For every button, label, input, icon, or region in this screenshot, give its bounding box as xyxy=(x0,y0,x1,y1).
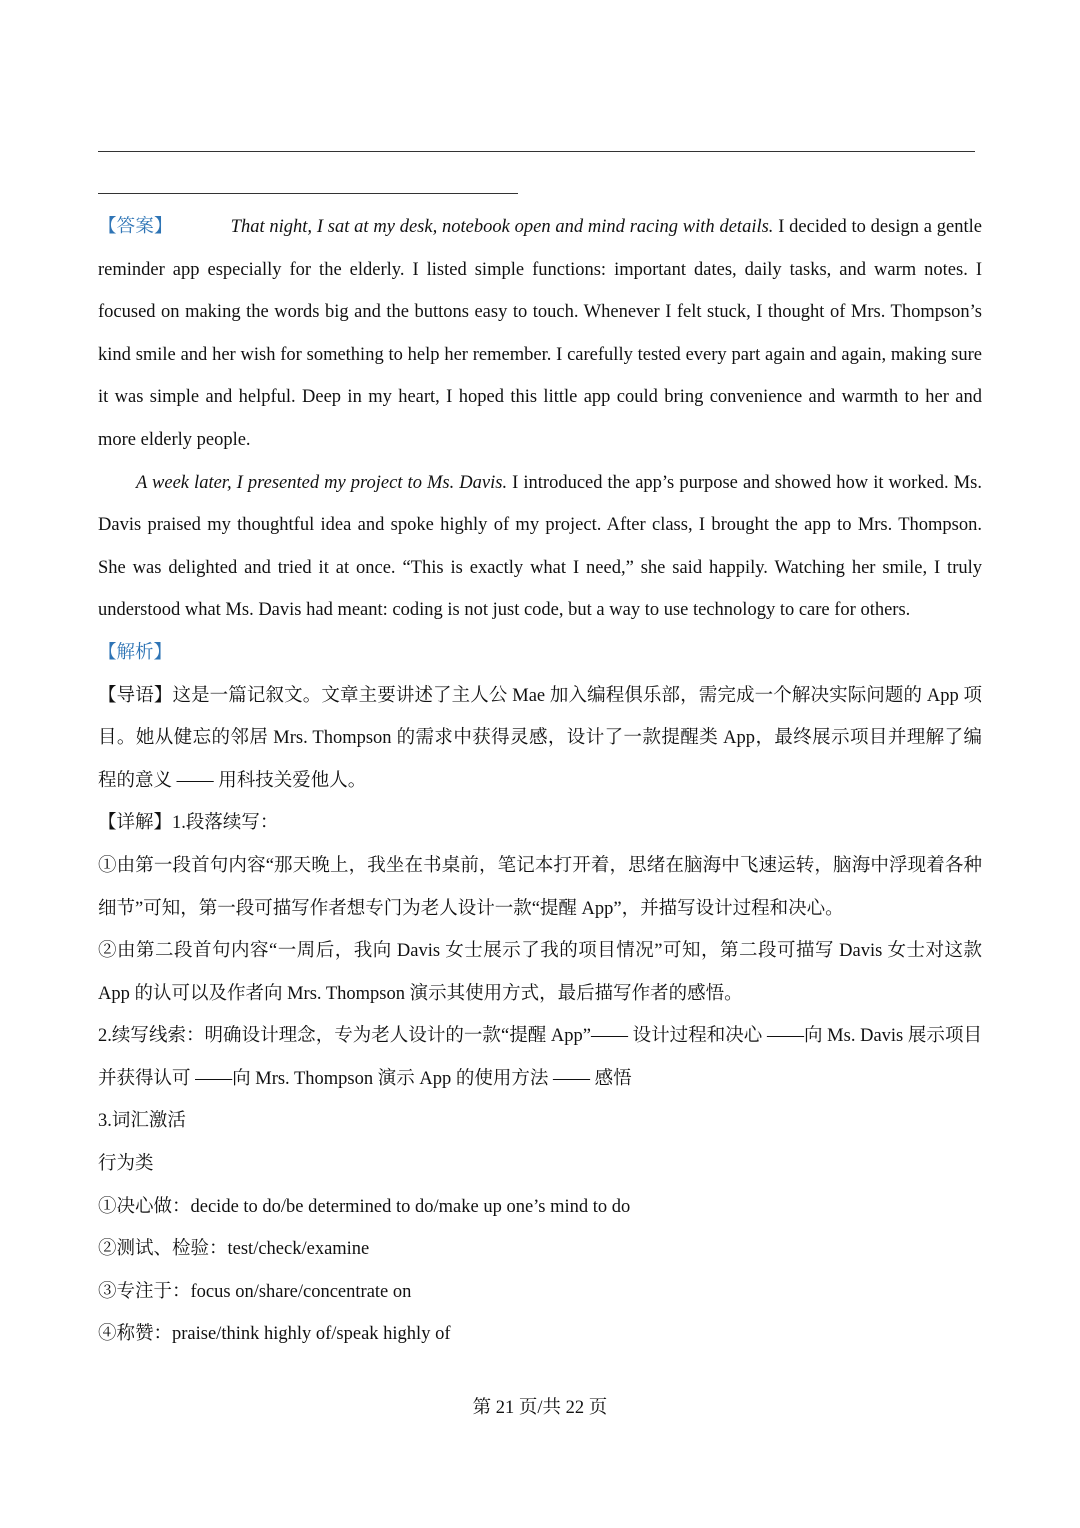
analysis-tag-line xyxy=(98,632,982,675)
answer-line-1 xyxy=(98,151,975,152)
answer-line-2 xyxy=(98,193,518,194)
answer-p2-body: I introduced the app’s purpose and showed how it worked. Ms. Davis praised my thoughtful idea and spoke highly of my project. After class, I brought the app to Mrs. Thompson. She was delighted and tried it at once. “This is exactly what I need,” she said happily. Watching her smile, I truly understood what Ms. Davis had meant: coding is not just code, but a way to use technology to care for others. xyxy=(98,472,982,621)
detail-point-1: ①由第一段首句内容“那天晚上，我坐在书桌前，笔记本打开着，思绪在脑海中飞速运转，脑海中浮现着各种细节”可知，第一段可描写作者想专门为老人设计一款“提醒 App”，并描写设计过程和决心。 xyxy=(98,855,982,919)
vocab-category: 行为类 xyxy=(98,1154,154,1175)
document-body xyxy=(98,206,982,1356)
answer-p1-body: I decided to design a gentle reminder app especially for the elderly. I listed simple functions: important dates, daily tasks, and warm notes. I focused on making the words big and the buttons easy to touch. Whenever I felt stuck, I thought of Mrs. Thompson’s kind smile and her wish for something to help her remember. I carefully tested every part again and again, making sure it was simple and helpful. Deep in my heart, I hoped this little app could bring convenience and warmth to her and more elderly people. xyxy=(98,217,982,450)
analysis-intro: 【导语】这是一篇记叙文。文章主要讲述了主人公 Mae 加入编程俱乐部，需完成一个解决实际问题的 App 项目。她从健忘的邻居 Mrs. Thompson 的需求中获得灵感，设计了一款提醒类 App，最终展示项目并理解了编程的意义 —— 用科技关爱他人。 xyxy=(98,685,982,791)
answer-p2-opening: A week later, I presented my project to Ms. Davis. xyxy=(136,472,508,493)
answer-p1-opening: That night, I sat at my desk, notebook open and mind racing with details. xyxy=(230,217,774,237)
analysis-tag: 【解析】 xyxy=(98,642,173,663)
writing-clues: 2.续写线索：明确设计理念，专为老人设计的一款“提醒 App”—— 设计过程和决心 ——向 Ms. Davis 展示项目并获得认可 ——向 Mrs. Thompson 演示 App 的使用方法 —— 感悟 xyxy=(98,1026,982,1089)
vocab-item: ④称赞：praise/think highly of/speak highly of xyxy=(98,1324,451,1345)
answer-paragraph-1 xyxy=(98,206,982,462)
vocab-heading: 3.词汇激活 xyxy=(98,1111,186,1132)
page-number: 第 21 页/共 22 页 xyxy=(472,1398,608,1418)
answer-tag: 【答案】 xyxy=(98,217,173,237)
detail-heading: 【详解】1.段落续写： xyxy=(98,813,279,834)
detail-point-2: ②由第二段首句内容“一周后，我向 Davis 女士展示了我的项目情况”可知，第二段可描写 Davis 女士对这款 App 的认可以及作者向 Mrs. Thompson 演示其使用方式，最后描写作者的感悟。 xyxy=(98,941,982,1004)
vocab-item: ①决心做：decide to do/be determined to do/make up one’s mind to do xyxy=(98,1196,631,1217)
vocab-item: ③专注于：focus on/share/concentrate on xyxy=(98,1281,412,1302)
vocab-item: ②测试、检验：test/check/examine xyxy=(98,1239,370,1260)
answer-paragraph-2 xyxy=(98,462,982,632)
